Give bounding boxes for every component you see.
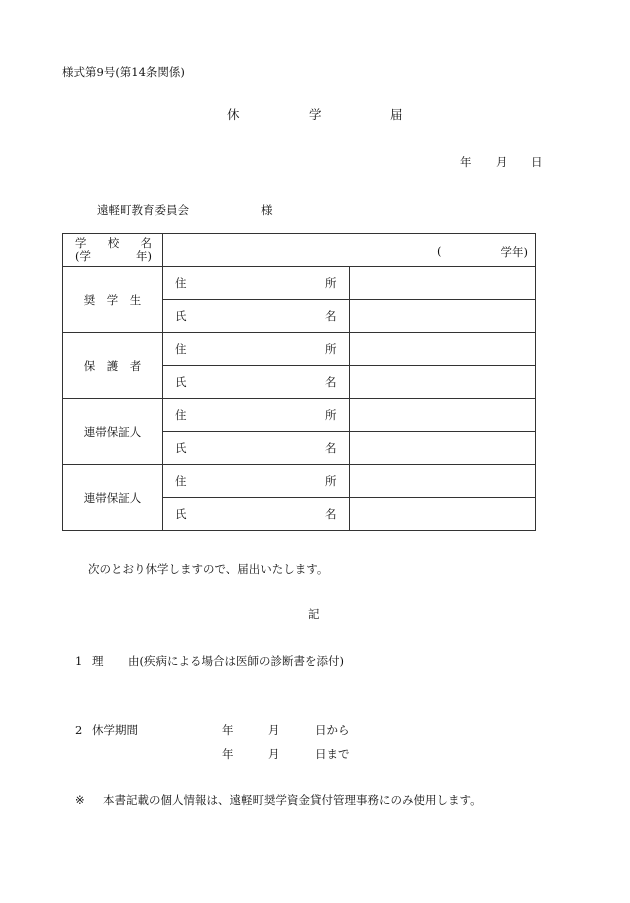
name-label [163,366,350,399]
grade-label-close: 年) [136,249,152,263]
period-from-year: 年 [222,723,234,737]
table-row [63,333,536,366]
table-row [63,399,536,432]
name-label-char-2: 名 [325,507,337,521]
name-label [163,498,350,531]
address-label-char-1: 住 [175,408,187,422]
address-label-char-2: 所 [325,474,337,488]
student-name-field[interactable] [349,300,536,333]
period-to-day: 日まで [315,747,350,761]
grade-suffix: 学年) [500,245,528,259]
school-label-char-1: 学 [75,235,87,250]
guarantor-1-address-field[interactable] [349,399,536,432]
address-label-char-1: 住 [175,342,187,356]
address-label [163,399,350,432]
item2-label: 休学期間 [92,723,138,737]
school-row [63,234,536,267]
address-label-char-1: 住 [175,276,187,290]
date-year: 年 [460,155,472,169]
guarantor-2-address-field[interactable] [349,465,536,498]
name-label [163,432,350,465]
item1-number: 1 [75,654,83,668]
school-name-field[interactable] [163,234,536,267]
address-label-char-2: 所 [325,276,337,290]
period-from-day: 日から [315,723,350,737]
period-from-month: 月 [268,723,280,737]
application-table [62,233,536,531]
name-label [163,300,350,333]
name-label-char-1: 氏 [175,309,187,323]
grade-open-paren: ( [437,244,442,258]
title-char-2: 学 [309,107,322,122]
student-address-field[interactable] [349,267,536,300]
ki-heading: 記 [308,607,320,621]
school-label-char-2: 校 [107,235,120,250]
school-label-char-3: 名 [140,235,152,250]
address-label-char-1: 住 [175,474,187,488]
period-to-month: 月 [268,747,280,761]
grade-label-open: (学 [75,249,91,263]
name-label-char-1: 氏 [175,375,187,389]
date-day: 日 [531,155,543,169]
table-row [63,465,536,498]
guarantor-2-name-field[interactable] [349,498,536,531]
item1-label-b: 由(疾病による場合は医師の診断書を添付) [128,654,344,668]
item1-label-a: 理 [92,654,104,668]
school-label-cell [63,234,163,267]
item2-number: 2 [75,723,83,737]
name-label-char-2: 名 [325,375,337,389]
note-text: 本書記載の個人情報は、遠軽町奨学資金貸付管理事務にのみ使用します。 [103,793,482,807]
address-label-char-2: 所 [325,342,337,356]
table-row [63,267,536,300]
name-label-char-2: 名 [325,441,337,455]
address-label-char-2: 所 [325,408,337,422]
name-label-char-2: 名 [325,309,337,323]
guardian-name-field[interactable] [349,366,536,399]
group-label-scholarship-student: 奨 学 生 [63,267,163,333]
name-label-char-1: 氏 [175,441,187,455]
address-label [163,465,350,498]
date-month: 月 [496,155,508,169]
group-label-guardian: 保 護 者 [63,333,163,399]
group-label-guarantor-1: 連帯保証人 [63,399,163,465]
statement: 次のとおり休学しますので、届出いたします。 [88,562,329,576]
guarantor-1-name-field[interactable] [349,432,536,465]
period-to-year: 年 [222,747,234,761]
address-label [163,267,350,300]
group-label-guarantor-2: 連帯保証人 [63,465,163,531]
title-char-3: 届 [390,107,403,122]
addressee-honorific: 様 [261,203,273,217]
guardian-address-field[interactable] [349,333,536,366]
form-number: 様式第9号(第14条関係) [62,65,185,79]
address-label [163,333,350,366]
addressee-name: 遠軽町教育委員会 [97,203,189,217]
name-label-char-1: 氏 [175,507,187,521]
note-mark: ※ [75,793,85,807]
title-char-1: 休 [227,107,240,122]
